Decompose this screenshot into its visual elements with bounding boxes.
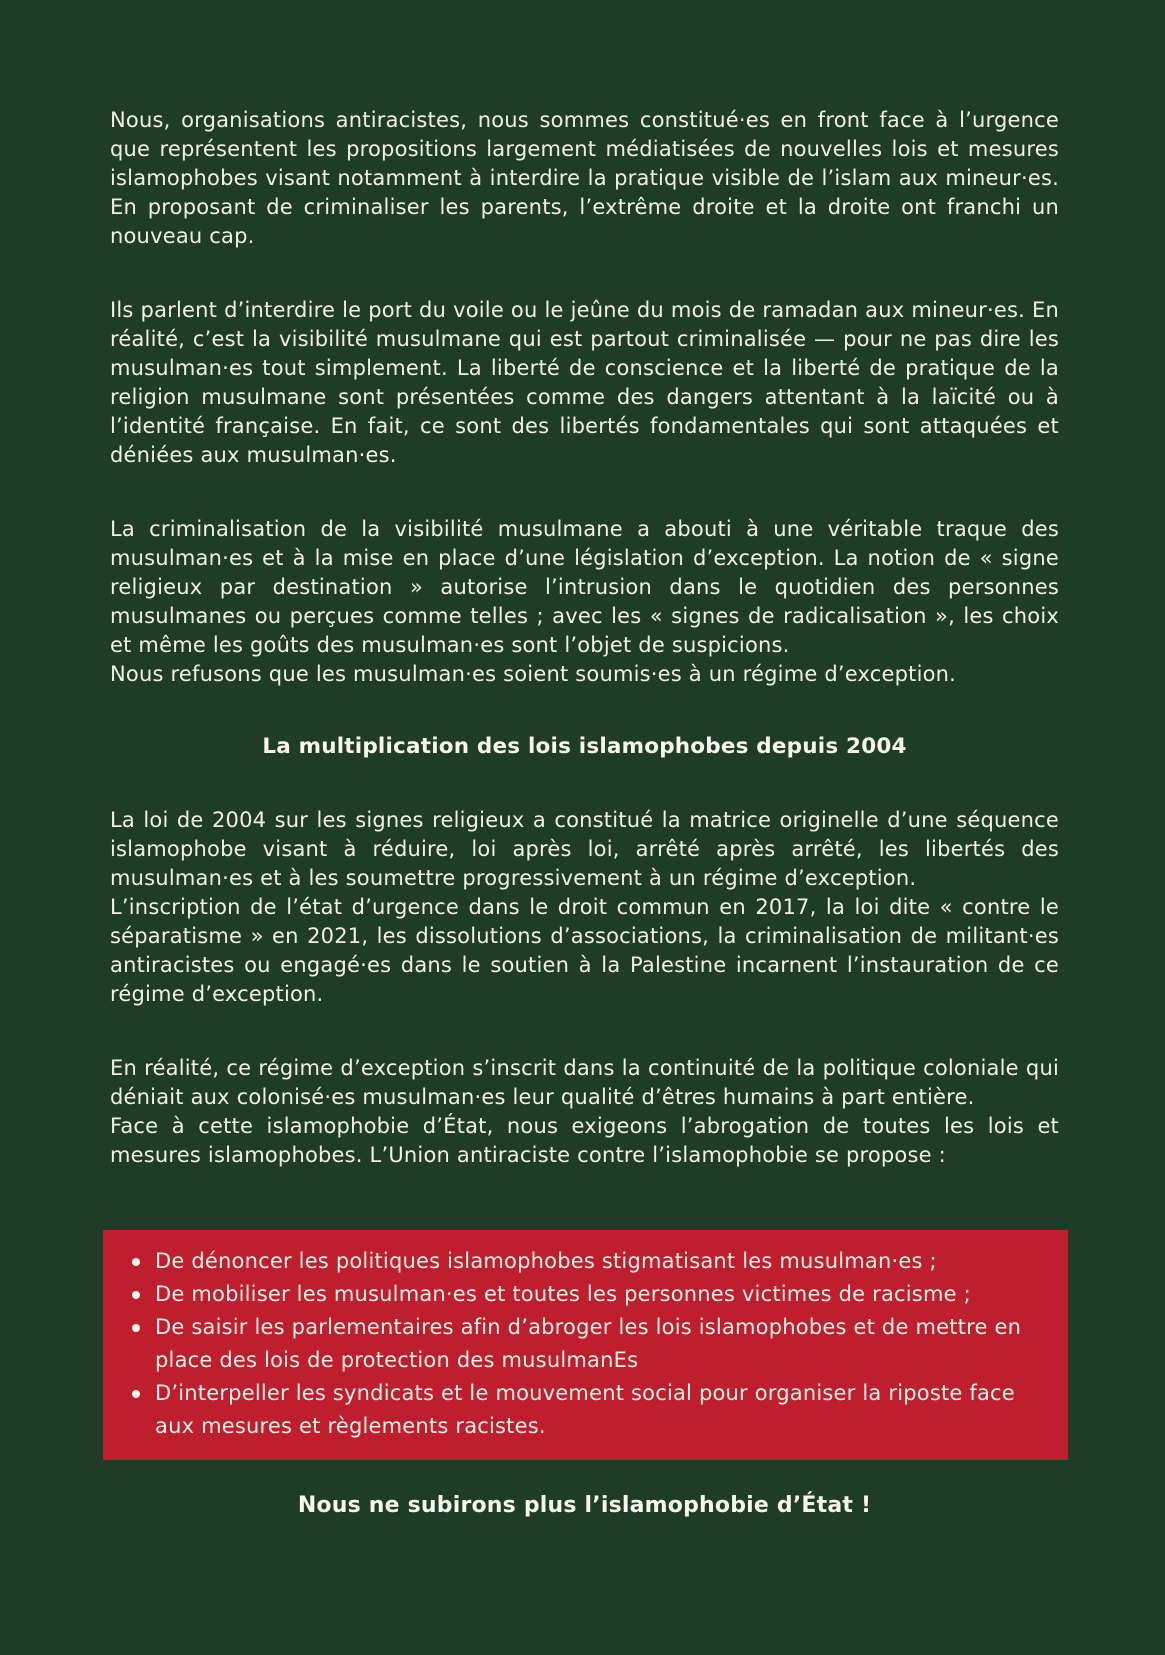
paragraph-text: La loi de 2004 sur les signes religieux a constitué la matrice originelle d’une séquence islamophobe visant à réduire, loi après loi, arrêté après arrêté, les libertés des musulman·es et à les soumettre progressivement à un régime d’exception. [110, 808, 1059, 890]
paragraph-text: La criminalisation de la visibilité musulmane a abouti à une véritable traque des musulman·es et à la mise en place d’une législation d’exception. La notion de « signe religieux par destination » autorise l’intrusion dans le quotidien des personnes musulmanes ou perçues comme telles ; avec les « signes de radicalisation », les choix et même les goûts des musulman·es sont l’objet de suspicions. [110, 517, 1059, 657]
paragraph-voile-ramadan [110, 296, 1059, 470]
section-heading: La multiplication des lois islamophobes depuis 2004 [262, 734, 907, 759]
closing-slogan: Nous ne subirons plus l’islamophobie d’État ! [297, 1493, 872, 1518]
paragraph-text: Nous refusons que les musulman·es soient soumis·es à un régime d’exception. [110, 662, 957, 686]
demand-item [127, 1245, 1040, 1278]
paragraph-text: Nous, organisations antiracistes, nous sommes constitué·es en front face à l’urgence que représentent les propositions largement médiatisées de nouvelles lois et mesures islamophobes visant notamment à interdire la pratique visible de l’islam aux mineur·es. En proposant de criminaliser les parents, l’extrême droite et la droite ont franchi un nouveau cap. [110, 108, 1059, 248]
bullet-icon [132, 1258, 140, 1266]
demand-text: De dénoncer les politiques islamophobes stigmatisant les musulman·es ; [155, 1249, 937, 1273]
demand-text: D’interpeller les syndicats et le mouvement social pour organiser la riposte face aux mesures et règlements racistes. [155, 1381, 1015, 1438]
demands-list [127, 1245, 1040, 1443]
paragraph-text: Face à cette islamophobie d’État, nous exigeons l’abrogation de toutes les lois et mesures islamophobes. L’Union antiraciste contre l’islamophobie se propose : [110, 1114, 1059, 1167]
demand-item [127, 1311, 1040, 1377]
demands-box [103, 1230, 1068, 1460]
bullet-icon [132, 1324, 140, 1332]
bullet-icon [132, 1291, 140, 1299]
demand-item [127, 1278, 1040, 1311]
paragraph-text: Ils parlent d’interdire le port du voile ou le jeûne du mois de ramadan aux mineur·es. En réalité, c’est la visibilité musulmane qui est partout criminalisée — pour ne pas dire les musulman·es tout simplement. La liberté de conscience et la liberté de pratique de la religion musulmane sont présentées comme des dangers attentant à la laïcité ou à l’identité française. En fait, ce sont des libertés fondamentales qui sont attaquées et déniées aux musulman·es. [110, 298, 1059, 467]
demand-text: De mobiliser les musulman·es et toutes les personnes victimes de racisme ; [155, 1282, 971, 1306]
paragraph-regime-exception [110, 1054, 1059, 1170]
paragraph-intro [110, 106, 1059, 251]
paragraph-text: L’inscription de l’état d’urgence dans le droit commun en 2017, la loi dite « contre le séparatisme » en 2021, les dissolutions d’associations, la criminalisation de militant·es antiracistes ou engagé·es dans le soutien à la Palestine incarnent l’instauration de ce régime d’exception. [110, 895, 1059, 1006]
demand-item [127, 1377, 1040, 1443]
demand-text: De saisir les parlementaires afin d’abroger les lois islamophobes et de mettre en place des lois de protection des musulmanEs [155, 1315, 1022, 1372]
paragraph-criminalisation [110, 515, 1059, 689]
paragraph-text: En réalité, ce régime d’exception s’inscrit dans la continuité de la politique coloniale qui déniait aux colonisé·es musulman·es leur qualité d’êtres humains à part entière. [110, 1056, 1059, 1109]
paragraph-loi-2004 [110, 806, 1059, 1009]
bullet-icon [132, 1390, 140, 1398]
